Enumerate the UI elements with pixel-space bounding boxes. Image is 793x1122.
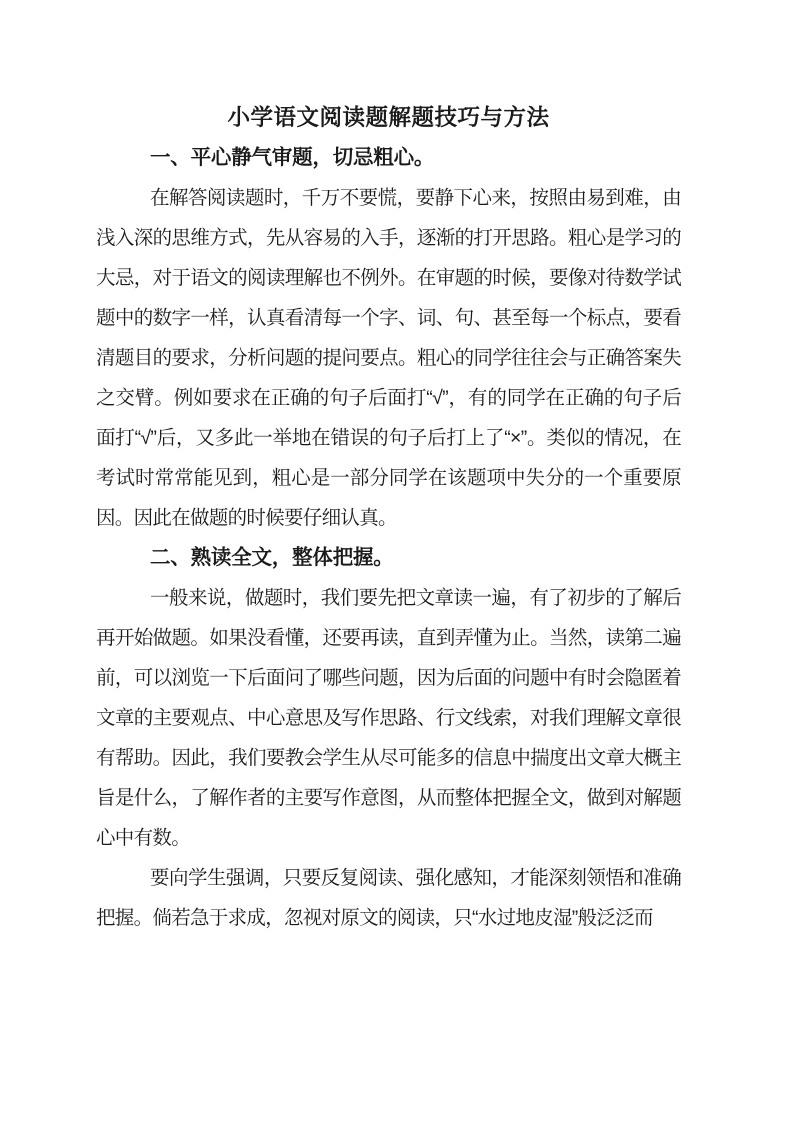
section-2-paragraph-1: 一般来说，做题时，我们要先把文章读一遍，有了初步的了解后再开始做题。如果没看懂，还要再读，直到弄懂为止。当然，读第二遍前，可以浏览一下后面问了哪些问题，因为后面的问题中有时会隐匿着文章的主要观点、中心意思及写作思路、行文线索，对我们理解文章很有帮助。因此，我们要教会学生从尽可能多的信息中揣度出文章大概主旨是什么，了解作者的主要写作意图，从而整体把握全文，做到对解题心中有数。: [96, 587, 681, 849]
section-1-paragraph-1: 在解答阅读题时，千万不要慌，要静下心来，按照由易到难，由浅入深的思维方式，先从容易的入手，逐渐的打开思路。粗心是学习的大忌，对于语文的阅读理解也不例外。在审题的时候，要像对待数学试题中的数字一样，认真看清每一个字、词、句、甚至每一个标点，要看清题目的要求，分析问题的提问要点。粗心的同学往往会与正确答案失之交臂。例如要求在正确的句子后面打“√”，有的同学在正确的句子后面打“√”后，又多此一举地在错误的句子后打上了“×”。类似的情况，在考试时常常能见到，粗心是一部分同学在该题项中失分的一个重要原因。因此在做题的时候要仔细认真。: [96, 187, 681, 529]
document-title: 小学语文阅读题解题技巧与方法: [227, 105, 550, 130]
section-2-paragraph-2: 要向学生强调，只要反复阅读、强化感知，才能深刻领悟和准确把握。倘若急于求成，忽视对原文的阅读，只“水过地皮湿”般泛泛而: [96, 867, 681, 929]
section-1-heading: 一、平心静气审题，切忌粗心。: [150, 146, 435, 169]
section-2-heading: 二、熟读全文，整体把握。: [150, 546, 394, 569]
